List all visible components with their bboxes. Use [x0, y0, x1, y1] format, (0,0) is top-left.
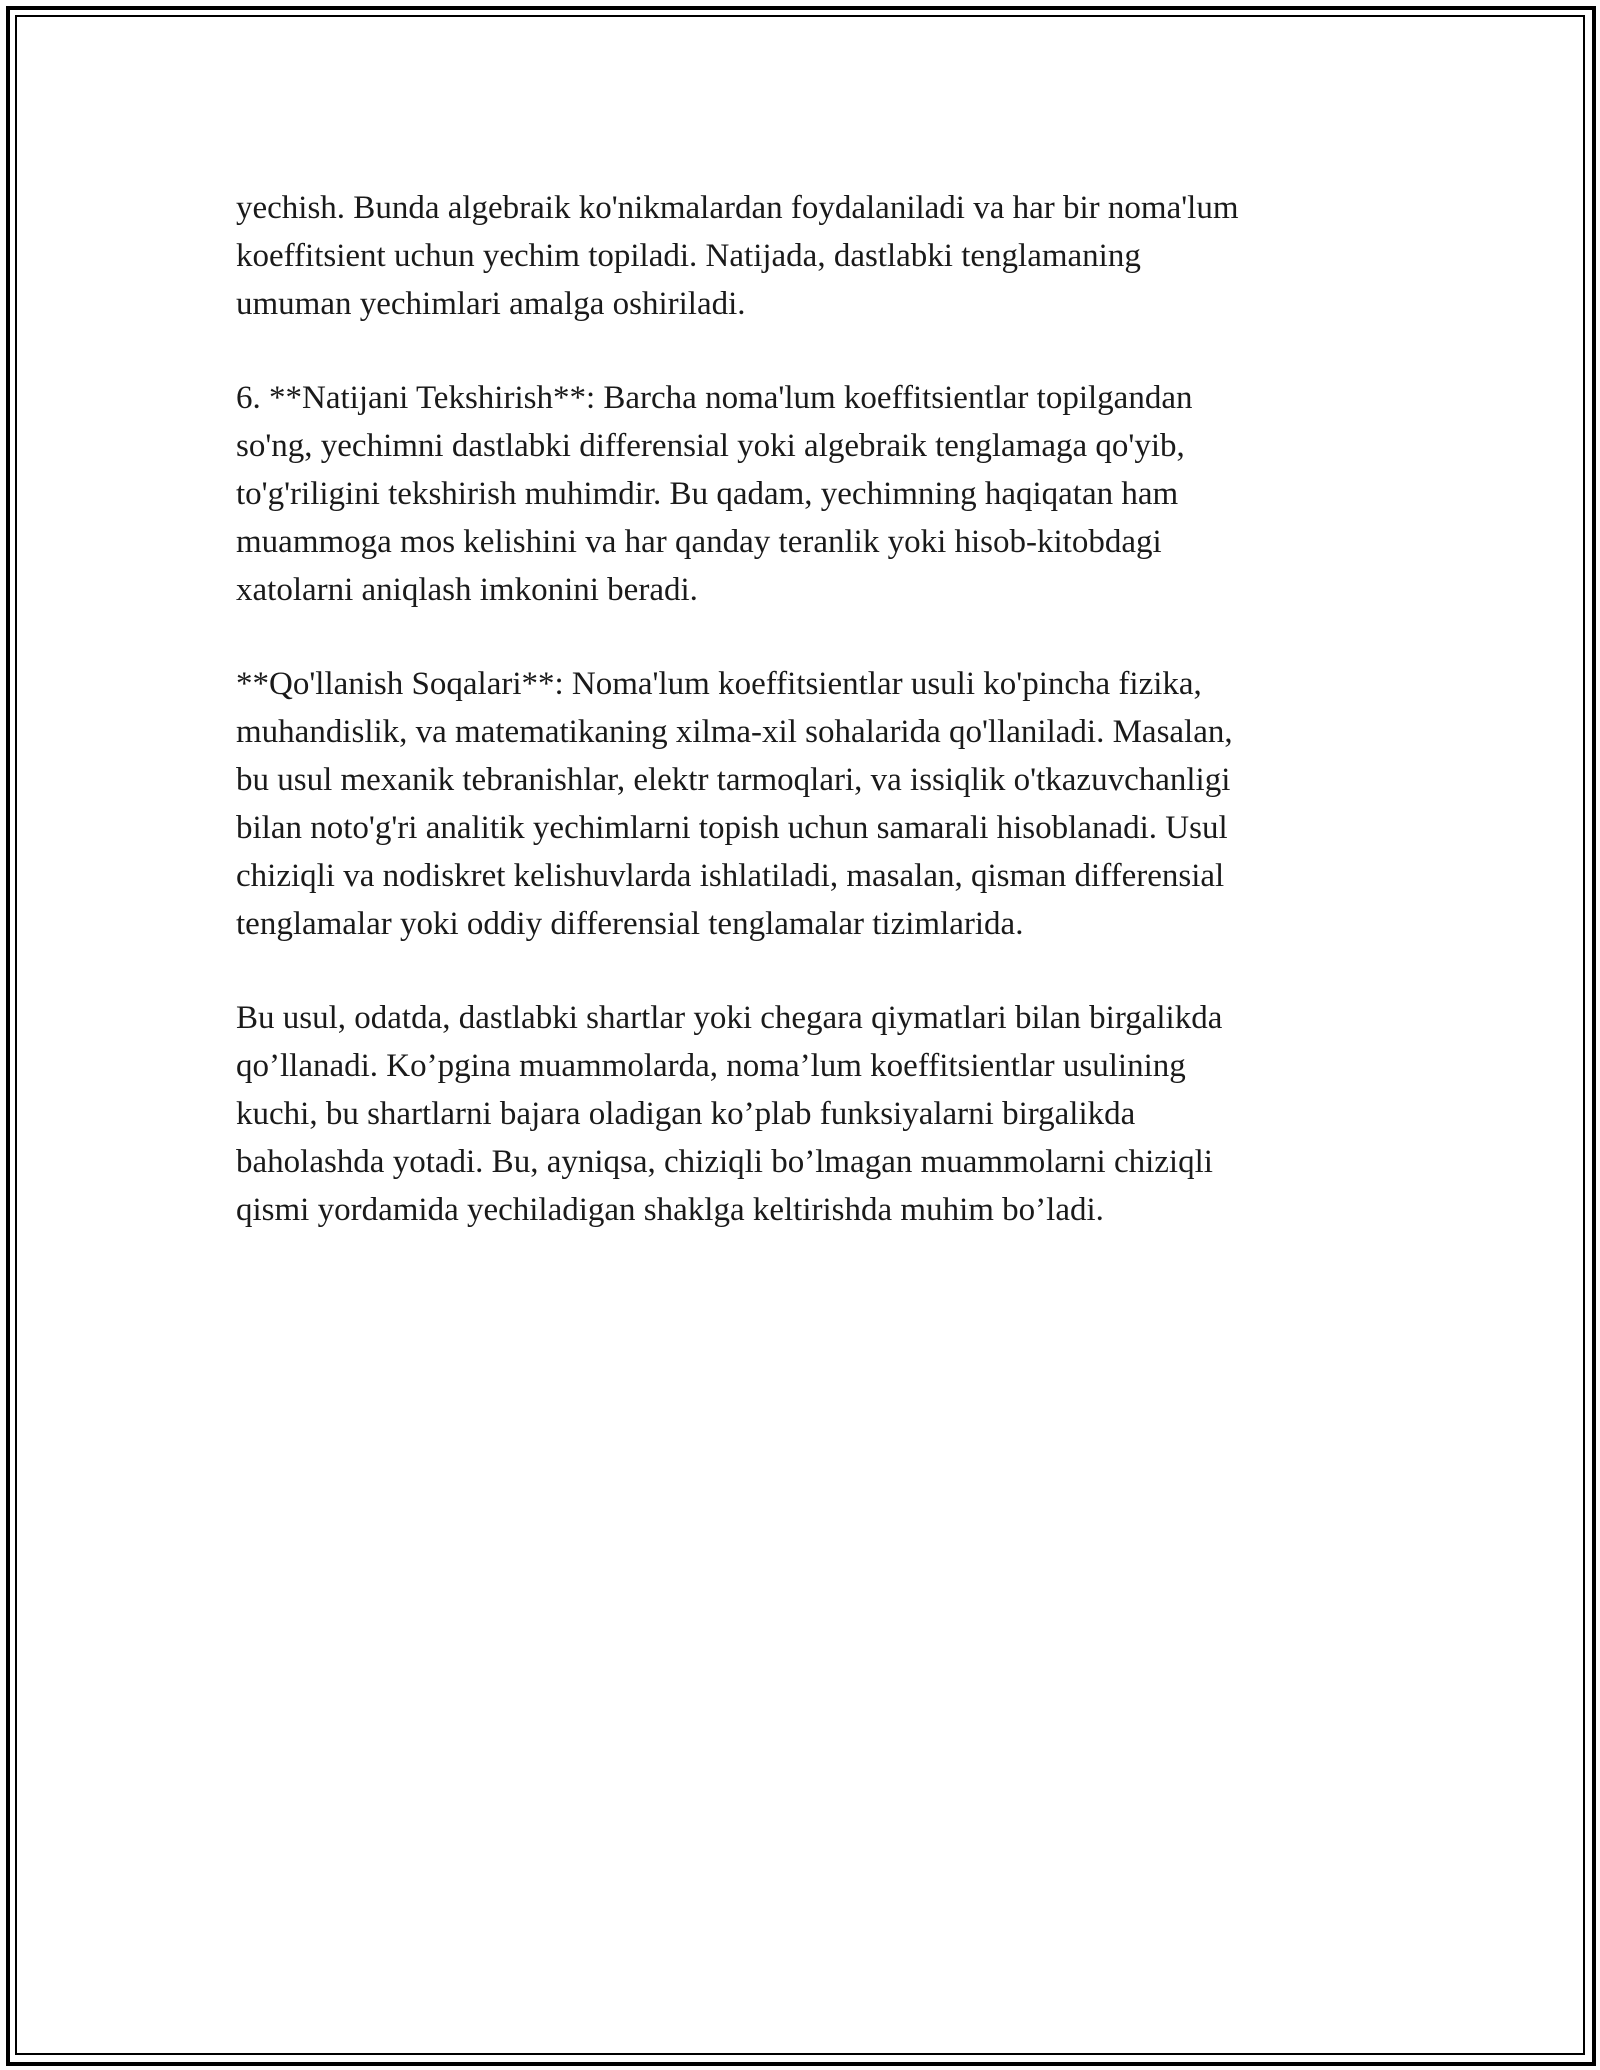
- text-line: Bu usul, odatda, dastlabki shartlar yoki chegara qiymatlari bilan birgalikda: [236, 1000, 1223, 1036]
- paragraph-solving-continuation: [236, 184, 1366, 328]
- text-line: **Qo'llanish Soqalari**: Noma'lum koeffitsientlar usuli ko'pincha fizika,: [236, 666, 1202, 702]
- text-line: bu usul mexanik tebranishlar, elektr tarmoqlari, va issiqlik o'tkazuvchanligi: [236, 762, 1231, 798]
- text-line: to'g'riligini tekshirish muhimdir. Bu qadam, yechimning haqiqatan ham: [236, 476, 1179, 512]
- text-line: umuman yechimlari amalga oshiriladi.: [236, 286, 746, 322]
- text-line: muhandislik, va matematikaning xilma-xil sohalarida qo'llaniladi. Masalan,: [236, 714, 1233, 750]
- text-line: xatolarni aniqlash imkonini beradi.: [236, 572, 698, 608]
- document-body: [236, 184, 1366, 1280]
- text-line: kuchi, bu shartlarni bajara oladigan ko’plab funksiyalarni birgalikda: [236, 1096, 1136, 1132]
- text-line: so'ng, yechimni dastlabki differensial yoki algebraik tenglamaga qo'yib,: [236, 428, 1185, 464]
- text-line: 6. **Natijani Tekshirish**: Barcha noma'lum koeffitsientlar topilgandan: [236, 380, 1193, 416]
- text-line: qismi yordamida yechiladigan shaklga keltirishda muhim bo’ladi.: [236, 1192, 1104, 1228]
- text-line: chiziqli va nodiskret kelishuvlarda ishlatiladi, masalan, qisman differensial: [236, 858, 1225, 894]
- text-line: yechish. Bunda algebraik ko'nikmalardan foydalaniladi va har bir noma'lum: [236, 190, 1239, 226]
- text-line: bilan noto'g'ri analitik yechimlarni topish uchun samarali hisoblanadi. Usul: [236, 810, 1228, 846]
- text-line: qo’llanadi. Ko’pgina muammolarda, noma’lum koeffitsientlar usulining: [236, 1048, 1186, 1084]
- paragraph-verify-result: [236, 374, 1366, 614]
- text-line: tenglamalar yoki oddiy differensial tenglamalar tizimlarida.: [236, 906, 1024, 942]
- paragraph-application-areas: [236, 660, 1366, 948]
- paragraph-boundary-conditions: [236, 994, 1366, 1234]
- text-line: baholashda yotadi. Bu, ayniqsa, chiziqli bo’lmagan muammolarni chiziqli: [236, 1144, 1213, 1180]
- text-line: muammoga mos kelishini va har qanday teranlik yoki hisob-kitobdagi: [236, 524, 1162, 560]
- text-line: koeffitsient uchun yechim topiladi. Natijada, dastlabki tenglamaning: [236, 238, 1141, 274]
